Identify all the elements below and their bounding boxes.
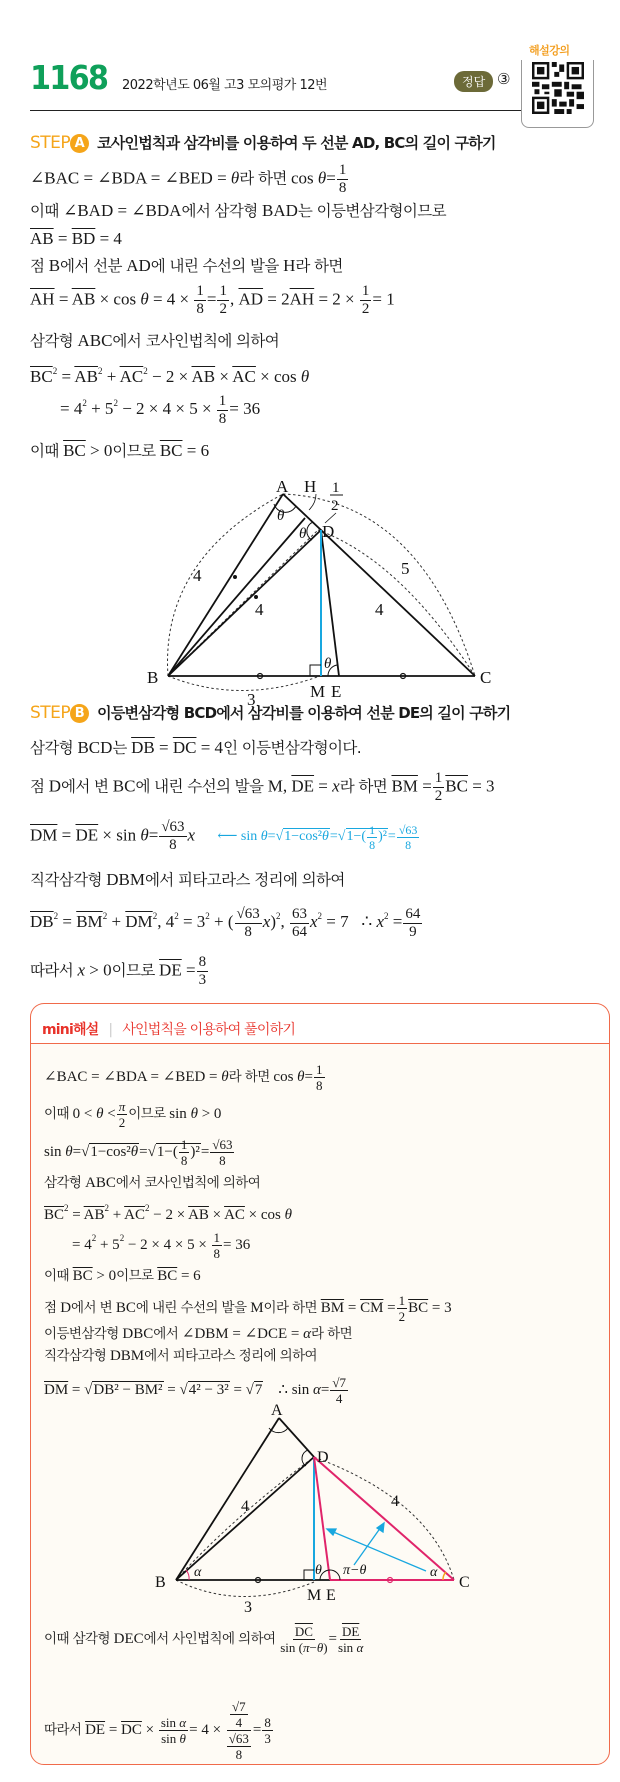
svg-text:5: 5 [401,559,410,578]
svg-text:4: 4 [375,600,384,619]
svg-text:4: 4 [193,566,202,585]
step-b-title: 이등변삼각형 BCD에서 삼각비를 이용하여 선분 DE의 길이 구하기 [97,704,511,722]
step-a-line-9: 이때 $\overline{BC} > 0$이므로 $\overline{BC} = 6$ [30,441,210,460]
mini-line-13: 따라서 $\overline{DE} = \overline{DC}$ × $\frac{\text{sin α}}{\text{sin θ}}$ = 4 × $\frac{\frac{√7}{4}}{\frac{√63}{8}}$ = $\frac{8}{3}$ [44,1699,271,1762]
step-b-line-2: 점 D에서 변 BC에 내린 수선의 발을 M, $\overline{DE} = x$라 하면 $\overline{BM}$ = $\frac{1}{2}$ $\overline{BC} = 3$ [30,770,495,804]
mini-line-5: $\overline{BC}^2 = \overline{AB}^2 + \overline{AC}^2 - 2 \times \overline{AB} \times \overline{AC} \times \cos \theta$ [44,1203,292,1223]
step-a-tag: STEP [30,133,71,153]
step-a-title: 코사인법칙과 삼각비를 이용하여 두 선분 AD, BC의 길이 구하기 [97,134,496,152]
mini-line-9: 이등변삼각형 DBC에서 ∠DBM = ∠DCE = α라 하면 [44,1326,353,1342]
answer-badge: 정답 [454,71,493,92]
qr-code-icon[interactable] [532,62,584,114]
step-a-letter: A [70,134,89,153]
point-d: D [322,522,335,541]
mini-line-8: 점 D에서 변 BC에 내린 수선의 발을 M이라 하면 $\overline{BM} = \overline{CM}$ = $\frac{1}{2}$ $\overline{BC} = 3$ [44,1293,452,1324]
exam-info: 2022학년도 06월 고3 모의평가 12번 [122,78,328,93]
point-b: B [147,668,159,687]
svg-text:θ: θ [277,508,285,524]
step-b-heading [30,702,510,723]
point-d: D [317,1449,329,1466]
point-h: H [304,477,317,496]
mini-line-4: 삼각형 ABC에서 코사인법칙에 의하여 [44,1175,261,1191]
step-b-letter: B [70,704,89,723]
step-a-line-4: 점 B에서 선분 AD에 내린 수선의 발을 H라 하면 [30,256,343,275]
point-a: A [276,477,289,496]
step-a-line-1: ∠BAC = ∠BDA = ∠BED = θ라 하면 cos θ= $\frac{1}{8}$ [30,162,347,196]
step-b-line-4: 직각삼각형 DBM에서 피타고라스 정리에 의하여 [30,870,345,889]
problem-number: 1168 [30,58,108,97]
mini-line-2: 이때 0 < θ < $\frac{\pi}{2}$ 이므로 sin θ > 0 [44,1099,222,1130]
point-m: M [307,1587,322,1604]
svg-text:3: 3 [244,1599,252,1616]
step-b-line-3: $\overline{DM} = \overline{DE} \times \sin \theta=$ $\frac{√63}{8}$ x ⟵ sin θ=√1−cos²θ=√1−( $\frac{1}{8}$ )²= $\frac{√63}{8}$ [30,820,420,853]
mini-line-10: 직각삼각형 DBM에서 피타고라스 정리에 의하여 [44,1348,317,1364]
point-b: B [155,1574,166,1591]
svg-text:2: 2 [331,498,339,514]
step-a-line-7: $\overline{BC}^2 = \overline{AB}^2 + \overline{AC}^2 - 2 \times \overline{AB} \times \overline{AC} \times \cos \theta$ [30,366,310,386]
mini-line-11: $\overline{DM} = √DB^2 - \overline{BM}^2 = √4^2 - 3^2 = √7$ ∴ sin α= $\frac{√7}{4}$ [44,1375,346,1406]
mini-line-3: sin θ=√1−cos²θ=√1−( $\frac{1}{8}$ )²= $\frac{√63}{8}$ [44,1137,233,1168]
mini-label: mini해설 [42,1022,99,1038]
sin-theta-note: ⟵ sin θ=√1−cos²θ=√1−( $\frac{1}{8}$ )²= $\frac{√63}{8}$ [217,822,418,852]
mini-title: 사인법칙을 이용하여 풀이하기 [122,1022,296,1038]
svg-text:α: α [194,1565,202,1580]
svg-text:θ: θ [299,526,307,542]
point-a: A [271,1402,283,1419]
mini-line-1: ∠BAC = ∠BDA = ∠BED = θ라 하면 cos θ= $\frac{1}{8}$ [44,1062,323,1093]
svg-text:θ: θ [315,1563,322,1578]
step-b-line-6: 따라서 x > 0이므로 $\overline{DE}$ = $\frac{8}{3}$ [30,954,207,988]
svg-text:4: 4 [255,600,264,619]
svg-text:π−θ: π−θ [343,1563,367,1578]
mini-solution-heading: mini해설 | 사인법칙을 이용하여 풀이하기 [42,1022,296,1038]
svg-text:4: 4 [241,1498,249,1515]
mini-line-12: 이때 삼각형 DEC에서 사인법칙에 의하여 $\frac{\overline{DC}}{\sin (\pi-\theta)}$ = $\frac{\overline{DE}}{\text{sin α}}$ [44,1624,364,1655]
step-b-line-1: 삼각형 BCD는 $\overline{DB} = \overline{DC} = 4$인 이등변삼각형이다. [30,738,362,757]
mini-line-7: 이때 $\overline{BC} > 0$이므로 $\overline{BC} = 6$ [44,1268,201,1284]
header-divider [30,110,535,111]
step-a-line-3: $\overline{AB} = \overline{BD} = 4$ [30,229,122,248]
mini-line-6: = $4^2 + 5^2 - 2 \times 4 \times 5$ × $\frac{1}{8}$ = 36 [72,1230,251,1262]
svg-text:3: 3 [247,690,256,709]
step-b-tag: STEP [30,703,71,723]
svg-text:1: 1 [332,480,340,496]
step-a-line-2: 이때 ∠BAD = ∠BDA에서 삼각형 BAD는 이등변삼각형이므로 [30,201,446,220]
point-c: C [459,1574,470,1591]
triangle-diagram-b [150,1400,480,1616]
triangle-diagram-a [140,460,500,709]
point-c: C [480,668,492,687]
step-a-line-5: $\overline{AH} = \overline{AB} \times \cos \theta = 4$ × $\frac{1}{8}$ = $\frac{1}{2}$ , $\overline{AD} = 2\overline{AH} = 2$ × $\frac{1}{2}$ = 1 [30,283,395,317]
qr-lecture-label: 해설강의 [529,44,570,57]
svg-text:4: 4 [391,1493,399,1510]
point-m: M [310,682,326,701]
step-a-line-8: = $4^2 + 5^2 - 2 \times 4 \times 5$ × $\frac{1}{8}$ = 36 [60,392,261,427]
svg-text:θ: θ [324,656,332,672]
step-a-line-6: 삼각형 ABC에서 코사인법칙에 의하여 [30,331,280,350]
svg-text:α: α [430,1565,438,1580]
point-e: E [331,682,342,701]
point-e: E [326,1587,336,1604]
step-a-heading [30,132,496,153]
answer-value: ③ [497,70,511,88]
step-b-line-5: $\overline{DB}^2 = \overline{BM}^2 + \overline{DM}^2$, $4^2 = 3^2$ + ( $\frac{√63}{8}$ x)$^2$, $\frac{63}{64}$ $x^2 = 7$ ∴ $x^2$ = $\frac{64}{9}$ [30,905,421,940]
